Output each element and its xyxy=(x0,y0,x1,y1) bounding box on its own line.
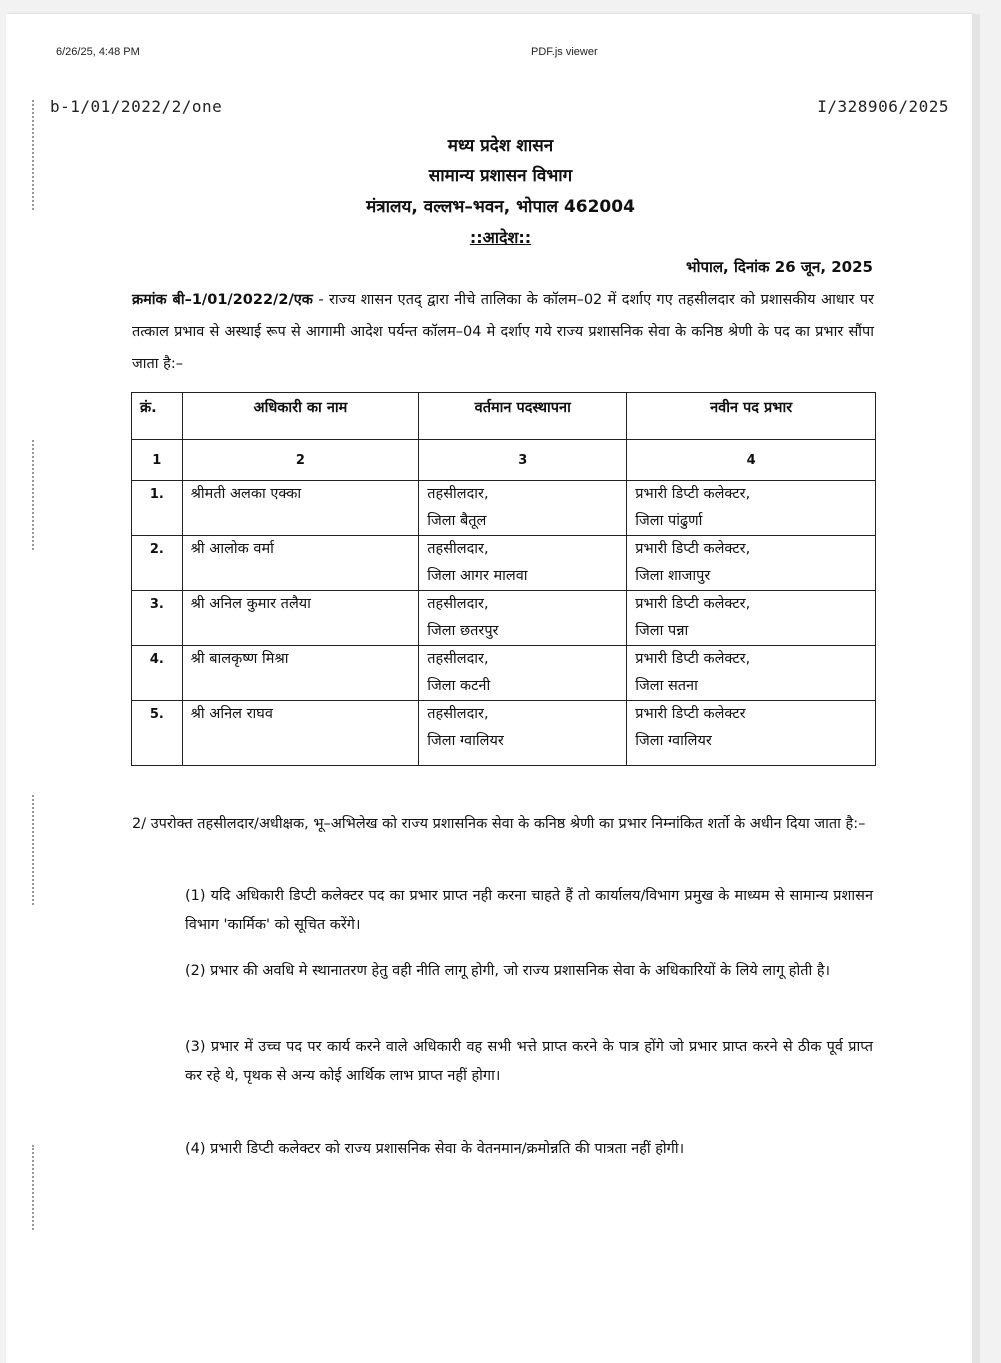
new-charge xyxy=(627,536,876,591)
order-number: क्रमांक बी–1/01/2022/2/एक xyxy=(132,292,313,308)
current-post: तहसीलदार, xyxy=(427,486,489,502)
table-row xyxy=(132,591,876,646)
govt-name: मध्य प्रदेश शासन xyxy=(447,136,554,156)
print-timestamp: 6/26/25, 4:48 PM xyxy=(56,46,140,58)
new-charge xyxy=(627,591,876,646)
current-district: जिला आगर मालवा xyxy=(427,568,528,584)
serial-number: 2. xyxy=(132,536,183,591)
new-post: प्रभारी डिप्टी कलेक्टर, xyxy=(635,486,751,502)
current-posting xyxy=(419,646,627,701)
table-row xyxy=(132,646,876,701)
serial-number: 1. xyxy=(132,481,183,536)
intro-text: - राज्य शासन एतद् द्वारा नीचे तालिका के कॉलम–02 में दर्शाए गए तहसीलदार को प्रशासकीय आधार पर तत्काल प्रभाव से अस्थाई रूप से आगामी आदेश पर्यन्त कॉलम–04 मे दर्शाए गये राज्य प्रशासनिक सेवा के कनिष्ठ श्रेणी के पद का प्रभार सौंपा जाता है:– xyxy=(132,292,874,372)
table-header-row xyxy=(132,393,876,440)
new-post: प्रभारी डिप्टी कलेक्टर, xyxy=(635,651,751,667)
order-date: भोपाल, दिनांक 26 जून, 2025 xyxy=(686,258,873,276)
current-post: तहसीलदार, xyxy=(427,541,489,557)
column-number: 3 xyxy=(419,440,627,481)
column-number: 1 xyxy=(132,440,183,481)
serial-number: 3. xyxy=(132,591,183,646)
column-number: 2 xyxy=(182,440,419,481)
paragraph-2: 2/ उपरोक्त तहसीलदार/अधीक्षक, भू–अभिलेख को राज्य प्रशासनिक सेवा के कनिष्ठ श्रेणी का प्रभार निम्नांकित शर्तो के अधीन दिया जाता है:– xyxy=(132,816,866,832)
current-district: जिला छतरपुर xyxy=(427,623,499,639)
table-row xyxy=(132,536,876,591)
officer-name: श्री आलोक वर्मा xyxy=(182,536,419,591)
department-name: सामान्य प्रशासन विभाग xyxy=(428,166,573,186)
intro-paragraph xyxy=(132,284,874,380)
officer-name: श्रीमती अलका एक्का xyxy=(182,481,419,536)
current-post: तहसीलदार, xyxy=(427,706,489,722)
header-new-charge: नवीन पद प्रभार xyxy=(627,393,876,440)
current-district: जिला कटनी xyxy=(427,678,491,694)
current-post: तहसीलदार, xyxy=(427,596,489,612)
new-charge xyxy=(627,481,876,536)
condition-4: (4) प्रभारी डिप्टी कलेक्टर को राज्य प्रशासनिक सेवा के वेतनमान/क्रमोन्नति की पात्रता नहीं होगी। xyxy=(185,1141,685,1157)
dispatch-number: I/328906/2025 xyxy=(817,97,949,116)
officer-name: श्री अनिल कुमार तलैया xyxy=(182,591,419,646)
condition-2: (2) प्रभार की अवधि मे स्थानातरण हेतु वही नीति लागू होगी, जो राज्य प्रशासनिक सेवा के अधिकारियों के लिये लागू होती है। xyxy=(185,963,831,979)
serial-number: 5. xyxy=(132,701,183,766)
header-current-posting: वर्तमान पदस्थापना xyxy=(419,393,627,440)
column-number: 4 xyxy=(627,440,876,481)
officer-name: श्री बालकृष्ण मिश्रा xyxy=(182,646,419,701)
officer-table xyxy=(131,392,876,766)
print-viewer-title: PDF.js viewer xyxy=(531,46,598,58)
new-post: प्रभारी डिप्टी कलेक्टर xyxy=(635,706,746,722)
current-posting xyxy=(419,591,627,646)
new-post: प्रभारी डिप्टी कलेक्टर, xyxy=(635,541,751,557)
table-row xyxy=(132,481,876,536)
margin-marks xyxy=(32,1145,37,1230)
office-address: मंत्रालय, वल्लभ–भवन, भोपाल 462004 xyxy=(366,197,635,217)
header-serial: क्रं. xyxy=(132,393,183,440)
new-district: जिला सतना xyxy=(635,678,698,694)
current-district: जिला ग्वालियर xyxy=(427,733,504,749)
serial-number: 4. xyxy=(132,646,183,701)
table-row xyxy=(132,701,876,766)
new-post: प्रभारी डिप्टी कलेक्टर, xyxy=(635,596,751,612)
order-title: ::आदेश:: xyxy=(469,228,532,247)
condition-3: (3) प्रभार में उच्च पद पर कार्य करने वाले अधिकारी वह सभी भत्ते प्राप्त करने के पात्र होंगे जो प्रभार प्राप्त करने से ठीक पूर्व प्राप्त कर रहे थे, पृथक से अन्य कोई आर्थिक लाभ प्राप्त नहीं होगा। xyxy=(185,1039,873,1084)
column-number-row xyxy=(132,440,876,481)
officer-name: श्री अनिल राघव xyxy=(182,701,419,766)
condition-1: (1) यदि अधिकारी डिप्टी कलेक्टर पद का प्रभार प्राप्त नही करना चाहते हैं तो कार्यालय/विभाग प्रमुख के माध्यम से सामान्य प्रशासन विभाग 'कार्मिक' को सूचित करेंगे। xyxy=(185,888,873,933)
current-district: जिला बैतूल xyxy=(427,513,487,529)
current-posting xyxy=(419,701,627,766)
new-district: जिला ग्वालियर xyxy=(635,733,712,749)
new-district: जिला पांढुर्णा xyxy=(635,513,703,529)
new-charge xyxy=(627,701,876,766)
header-officer-name: अधिकारी का नाम xyxy=(182,393,419,440)
new-district: जिला पन्ना xyxy=(635,623,689,639)
margin-marks xyxy=(32,440,37,550)
current-posting xyxy=(419,536,627,591)
margin-marks xyxy=(32,795,37,905)
new-district: जिला शाजापुर xyxy=(635,568,711,584)
current-post: तहसीलदार, xyxy=(427,651,489,667)
file-reference: b-1/01/2022/2/one xyxy=(50,97,223,116)
current-posting xyxy=(419,481,627,536)
new-charge xyxy=(627,646,876,701)
